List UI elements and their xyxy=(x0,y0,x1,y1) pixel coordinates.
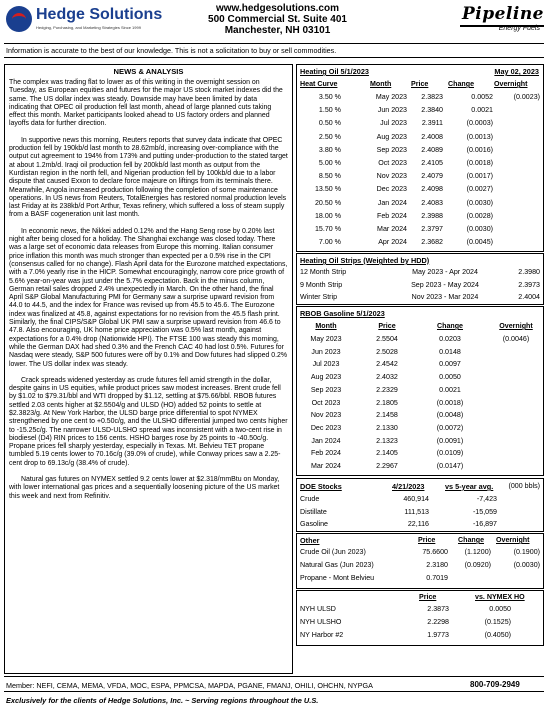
heating-oil-table xyxy=(296,64,544,252)
col-header: Price xyxy=(378,322,396,330)
table-row xyxy=(297,449,543,460)
table-row xyxy=(297,508,543,519)
news-paragraph: In economic news, the Nikkei added 0.12% and the Hang Seng rose by 0.20% last night after being closed for a holiday. The Shanghai exchange was closed today. There was a large set of economic data releases from Europe this morning. Italian consumer price inflation this month was much stronger than expected per a 0.5% rise in the CPI (consensus called for no change). Flash April data for the Eurozone matched expectations, with a 7.0% yearly rise in the HICP. Somewhat encouragingly, narrow core price growth of 5.6% year-on-year was just under the 5.7% expectation. Back in the minus column, German retail sales dropped 2.4% unexpectedly in March. On the other hand, the final April S&P Global Manufacturing PMI for Germany saw a surprise upward revision from 44.0 to 44.5, and the index for France was revised up from 45.5 to 45.6. The Eurozone index was finalized at 45.8, against expectations for no revision from the 45.5 flash print. Similarly, the final CIPS/S&P Global UK PMI saw a surprise upward revision from 46.6 to 47.8. Also encouraging, UK home price appreciation was 0.5% last month, against expectations for a 0.4% drop (Nationwide HPI). The FTSE 100 was steady this morning, while the German DAX had shed 0.3% and the French CAC 40 had lost 0.5%. Futures for Nasdaq were steady, S&P 500 futures were off by 0.1% and Dow futures had slipped 0.2% lower. The US dollar index was steady. xyxy=(9,227,288,368)
table-row xyxy=(297,119,543,130)
change-cell: (0.0017) xyxy=(466,172,493,181)
stock-level-cell: 111,513 xyxy=(404,507,429,516)
col-header: Price xyxy=(418,536,436,544)
table-row xyxy=(297,106,543,117)
disclaimer: Information is accurate to the best of our knowledge. This is not a solicitation to buy or sell commodities. xyxy=(6,46,337,55)
commodity-name-cell: Propane - Mont Belvieu xyxy=(300,574,375,582)
doe-stocks-table xyxy=(296,478,544,532)
col-header: Change xyxy=(436,322,463,330)
stock-name-cell: Distillate xyxy=(300,507,327,516)
heat-curve-cell: 3.50 % xyxy=(318,93,341,101)
col-header: vs. NYMEX HO xyxy=(475,593,525,601)
price-cell: 2.4105 xyxy=(421,159,443,167)
overnight-cell: (0.0023) xyxy=(513,93,540,101)
month-cell: Nov 2023 xyxy=(376,172,407,181)
change-cell: (0.0003) xyxy=(466,119,493,128)
overnight-cell: (0.0030) xyxy=(513,561,540,569)
other-table xyxy=(296,533,544,589)
price-cell: 2.3823 xyxy=(421,93,443,101)
table-row xyxy=(297,360,543,371)
col-header: Month xyxy=(370,80,392,88)
price-cell: 2.2967 xyxy=(376,462,398,470)
table-row xyxy=(297,399,543,410)
heat-curve-cell: 3.80 % xyxy=(318,145,341,154)
table-row xyxy=(297,225,543,236)
table-row xyxy=(297,373,543,384)
overnight-cell: (0.0046) xyxy=(502,335,530,343)
col-header: Heat Curve xyxy=(300,80,338,88)
news-paragraph: In supportive news this morning, Reuters reports that survey data indicate that OPEC production fell by 190kb/d last month to 28.62mb/d, increasing over-compliance with the output cut agreement to 194% from 173% and putting under-production to the stated target at about 1.2mb/d. Iraqi oil production fell by 200kb/d last month as output from the Kurdistan region in the north fell, and Nigerian production fell by 100kb/d due to a labor dispute that caused Exxon to declare force majeure on liftings from its terminals there. Meanwhile, Angola increased production following the completion of some maintenance operations. In US news from Reuters, TotalEnergies has restored normal production levels last Friday at its 238kb/d Port Arthur, Texas refinery, which suffered a loss of steam supply from a BASF cogeneration unit last month. xyxy=(9,136,288,219)
col-header: Overnight xyxy=(494,80,528,88)
strips-table xyxy=(296,253,544,305)
heat-curve-cell: 7.00 % xyxy=(318,238,341,247)
heat-curve-cell: 20.50 % xyxy=(314,198,341,207)
change-cell: (0.0045) xyxy=(466,238,493,247)
table-row xyxy=(297,561,543,572)
strip-price-cell: 2.3973 xyxy=(518,280,540,289)
col-header: Change xyxy=(458,536,485,544)
month-cell: Oct 2023 xyxy=(311,398,341,407)
stock-vs-avg-cell: -16,897 xyxy=(472,520,497,528)
website: www.hedgesolutions.com xyxy=(216,3,339,14)
price-cell: 2.5504 xyxy=(376,335,398,343)
vs-nymex-cell: (0.4050) xyxy=(484,631,511,639)
month-cell: Jun 2023 xyxy=(311,347,341,356)
strip-name-cell: Winter Strip xyxy=(300,293,338,301)
commodity-name-cell: Natural Gas (Jun 2023) xyxy=(300,561,374,569)
news-paragraph: The complex was trading flat to lower as of this writing in the overnight session on Tuesday, as European equities and futures for the major US stock market indexes did the same. The US dollar index was steady. Downside may have been limited by data indicating that OPEC oil production fell last month, ahead of large planned cuts taking effect this month. Market participants looked ahead to US factory orders and planned layoffs data for further direction. xyxy=(9,79,283,128)
col-header: Overnight xyxy=(496,536,530,544)
month-cell: Sep 2023 xyxy=(310,385,342,394)
month-cell: Apr 2024 xyxy=(378,238,407,247)
change-cell: 0.0021 xyxy=(439,385,461,394)
price-cell: 2.2329 xyxy=(376,385,398,394)
price-cell: 75.6600 xyxy=(422,548,448,556)
price-cell: 2.3988 xyxy=(421,211,443,220)
price-cell: 2.4008 xyxy=(421,132,443,141)
month-cell: Dec 2023 xyxy=(376,185,407,194)
table-row xyxy=(297,574,543,585)
table-row xyxy=(297,199,543,210)
news-paragraph: Crack spreads widened yesterday as crude futures fell amid strength in the dollar, despite gains in US equities, while product prices saw modest increases. Brent crude fell by $1.02 to $79.31/bbl and WTI dropped by $1.12, settling at $75.66/bbl. RBOB futures settled 2.03 cents higher at $2.5504/g and ULSD (HO) added 52 points to settle at $2.3823/g. At New York Harbor, the ULSD barge price differential to spot NYMEX strengthened by one cent to +0.50c/g, and the ULSHO differential jumped two cents higher to -15.25c/g. The narrower ULSD-ULSHO spread was inconsistent with a two-cent rise in biodiesel (D4) RIN prices to 156 cents. HSHO barges rose by 25 points to -40.50c/g. Propane prices fell sharply yesterday, especially in Texas. Mt. Belvieu TET propane tumbled 5.19 cents lower to 70.16c/g (39.0% of crude), while Conway prices saw a 2.25-cent drop to 69.13c/g (38.4% of crude). xyxy=(9,376,288,467)
harbor-product-cell: NY Harbor #2 xyxy=(300,631,344,639)
heat-curve-cell: 1.50 % xyxy=(318,106,341,115)
change-cell: 0.0203 xyxy=(439,335,461,343)
month-cell: Jan 2024 xyxy=(311,436,341,445)
pipeline-sub: Energy Fuels xyxy=(498,25,540,32)
logo-tagline: Hedging, Purchasing, and Marketing Strategies Since 1999 xyxy=(36,25,141,30)
price-cell: 2.3873 xyxy=(427,605,449,613)
pipeline-logo xyxy=(452,4,544,32)
commodity-name-cell: Crude Oil (Jun 2023) xyxy=(300,548,366,556)
col-header: Price xyxy=(419,593,437,601)
doe-vs-label: vs 5-year avg. xyxy=(445,482,494,491)
strip-range-cell: Nov 2023 - Mar 2024 xyxy=(411,293,479,301)
strip-price-cell: 2.4004 xyxy=(518,293,540,301)
heat-curve-cell: 18.00 % xyxy=(314,211,341,220)
price-cell: 0.7019 xyxy=(426,574,448,582)
harbor-product-cell: NYH ULSHO xyxy=(300,618,342,626)
stock-vs-avg-cell: -7,423 xyxy=(476,495,497,503)
phone-number: 800-709-2949 xyxy=(470,680,520,689)
other-title: Other xyxy=(300,536,320,545)
hedge-solutions-logo xyxy=(6,4,163,36)
company-address xyxy=(180,3,375,36)
change-cell: (0.0018) xyxy=(466,159,493,167)
table-row xyxy=(297,293,543,304)
month-cell: Aug 2023 xyxy=(376,132,407,141)
table-row xyxy=(297,281,543,292)
overnight-cell: (0.1900) xyxy=(513,548,540,556)
table-row xyxy=(297,437,543,448)
price-cell: 2.4089 xyxy=(421,145,443,154)
col-header: Change xyxy=(448,80,475,88)
logo-name: Hedge Solutions xyxy=(36,6,163,23)
stock-name-cell: Gasoline xyxy=(300,520,328,528)
price-cell: 2.3180 xyxy=(426,561,448,569)
table-row xyxy=(297,618,543,629)
month-cell: Aug 2023 xyxy=(310,373,342,382)
page-header xyxy=(0,0,548,44)
change-cell: (0.0030) xyxy=(466,225,493,233)
month-cell: Jul 2023 xyxy=(380,119,407,128)
strip-name-cell: 9 Month Strip xyxy=(300,280,343,289)
table-row xyxy=(297,238,543,249)
table-row xyxy=(297,268,543,279)
price-cell: 2.2298 xyxy=(427,618,449,626)
heat-curve-cell: 0.50 % xyxy=(318,119,341,128)
price-cell: 2.5028 xyxy=(376,347,398,356)
price-cell: 2.1805 xyxy=(376,398,398,407)
price-cell: 1.9773 xyxy=(427,631,449,639)
table-row xyxy=(297,462,543,473)
member-list: Member: NEFI, CEMA, MEMA, VFDA, MOC, ESPA, PPMCSA, MAPDA, PGANE, FMANJ, OHILI, OHCHN, NYPGA xyxy=(6,681,373,690)
col-header: Month xyxy=(315,322,337,330)
rbob-title: RBOB Gasoline 5/1/2023 xyxy=(300,309,385,318)
month-cell: Mar 2024 xyxy=(311,462,341,470)
table-row xyxy=(297,605,543,616)
table-row xyxy=(297,411,543,422)
strips-title: Heating Oil Strips (Weighted by HDD) xyxy=(300,256,430,265)
month-cell: Feb 2024 xyxy=(311,449,341,458)
price-cell: 2.4098 xyxy=(421,185,443,194)
footer-divider-2 xyxy=(4,691,544,692)
stock-level-cell: 22,116 xyxy=(407,520,429,528)
price-cell: 2.1330 xyxy=(376,423,398,432)
change-cell: (0.0147) xyxy=(436,462,464,470)
month-cell: Dec 2023 xyxy=(310,423,342,432)
table-row xyxy=(297,631,543,642)
change-cell: (0.0091) xyxy=(436,436,464,445)
price-cell: 2.1405 xyxy=(376,449,398,458)
nyh-table xyxy=(296,590,544,646)
vs-nymex-cell: (0.1525) xyxy=(484,618,511,626)
stock-level-cell: 460,914 xyxy=(403,495,429,503)
rbob-table xyxy=(296,306,544,476)
vs-nymex-cell: 0.0050 xyxy=(489,605,511,613)
price-cell: 2.4079 xyxy=(421,172,443,181)
strip-range-cell: Sep 2023 - May 2024 xyxy=(411,280,479,289)
change-cell: 0.0050 xyxy=(439,373,461,382)
change-cell: (0.0013) xyxy=(466,132,493,141)
month-cell: Jul 2023 xyxy=(312,360,340,369)
table-row xyxy=(297,348,543,359)
exclusive-note: Exclusively for the clients of Hedge Solutions, Inc. ~ Serving regions throughout the U.S. xyxy=(6,696,319,705)
harbor-product-cell: NYH ULSD xyxy=(300,605,336,613)
change-cell: (0.0027) xyxy=(466,185,493,194)
stock-name-cell: Crude xyxy=(300,495,320,503)
stock-vs-avg-cell: -15,059 xyxy=(472,507,497,516)
month-cell: May 2023 xyxy=(375,93,407,101)
table-row xyxy=(297,212,543,223)
month-cell: Sep 2023 xyxy=(376,145,407,154)
month-cell: Mar 2024 xyxy=(377,225,407,233)
strip-range-cell: May 2023 - Apr 2024 xyxy=(412,268,478,276)
change-cell: 0.0148 xyxy=(439,347,461,356)
doe-title: DOE Stocks xyxy=(300,482,342,491)
table-row xyxy=(297,424,543,435)
report-date: May 02, 2023 xyxy=(494,67,539,76)
price-cell: 2.3911 xyxy=(421,119,443,128)
change-cell: 0.0097 xyxy=(439,360,461,369)
table-row xyxy=(297,185,543,196)
price-cell: 2.4083 xyxy=(421,198,443,207)
change-cell: (0.0920) xyxy=(464,561,491,569)
change-cell: (0.0028) xyxy=(466,211,493,220)
disclaimer-divider xyxy=(4,57,544,58)
strip-name-cell: 12 Month Strip xyxy=(300,268,347,276)
news-paragraph: Natural gas futures on NYMEX settled 9.2 cents lower at $2.318/mmBtu on Monday, with lower international gas prices and a sequentially loosening picture of the US market this week and next from Refinitiv. xyxy=(9,476,280,500)
month-cell: Nov 2023 xyxy=(310,411,342,420)
month-cell: May 2023 xyxy=(310,335,342,343)
table-row xyxy=(297,133,543,144)
heat-curve-cell: 15.70 % xyxy=(314,225,341,233)
change-cell: 0.0021 xyxy=(471,106,493,115)
table-row xyxy=(297,520,543,531)
heating-oil-title: Heating Oil 5/1/2023 xyxy=(300,67,369,76)
doe-date: 4/21/2023 xyxy=(392,482,425,491)
change-cell: 0.0052 xyxy=(471,93,493,101)
price-cell: 2.1323 xyxy=(376,436,398,445)
table-row xyxy=(297,495,543,506)
table-row xyxy=(297,159,543,170)
change-cell: (0.0030) xyxy=(466,198,493,207)
heat-curve-cell: 5.00 % xyxy=(318,159,341,167)
price-cell: 2.3797 xyxy=(421,225,443,233)
price-cell: 2.1458 xyxy=(376,411,398,420)
header-divider xyxy=(4,43,544,44)
address-line1: 500 Commercial St. Suite 401 xyxy=(208,14,347,25)
month-cell: Feb 2024 xyxy=(377,211,407,220)
table-row xyxy=(297,93,543,104)
col-header: Price xyxy=(411,80,429,88)
change-cell: (0.0016) xyxy=(466,145,493,154)
table-row xyxy=(297,335,543,346)
table-row xyxy=(297,548,543,559)
price-cell: 2.3840 xyxy=(421,106,443,115)
change-cell: (0.0109) xyxy=(436,449,464,458)
month-cell: Oct 2023 xyxy=(378,159,407,167)
table-row xyxy=(297,172,543,183)
news-title: NEWS & ANALYSIS xyxy=(113,67,184,76)
strip-price-cell: 2.3980 xyxy=(518,268,540,276)
globe-icon xyxy=(6,6,32,32)
heat-curve-cell: 2.50 % xyxy=(318,132,341,141)
change-cell: (0.0048) xyxy=(436,411,464,420)
footer-divider xyxy=(4,676,544,677)
doe-unit: (000 bbls) xyxy=(508,482,540,490)
pipeline-name: Pipeline xyxy=(461,4,544,24)
month-cell: Jan 2024 xyxy=(377,198,407,207)
price-cell: 2.4542 xyxy=(376,360,398,369)
month-cell: Jun 2023 xyxy=(377,106,407,115)
col-header: Overnight xyxy=(499,322,533,330)
change-cell: (1.1200) xyxy=(464,548,491,556)
change-cell: (0.0018) xyxy=(436,398,464,407)
heat-curve-cell: 13.50 % xyxy=(314,185,341,194)
change-cell: (0.0072) xyxy=(436,423,464,432)
table-row xyxy=(297,386,543,397)
news-panel xyxy=(4,64,293,674)
table-row xyxy=(297,146,543,157)
address-line2: Manchester, NH 03101 xyxy=(224,25,331,36)
price-cell: 2.3682 xyxy=(421,238,443,247)
heat-curve-cell: 8.50 % xyxy=(318,172,341,181)
price-cell: 2.4032 xyxy=(376,373,398,382)
